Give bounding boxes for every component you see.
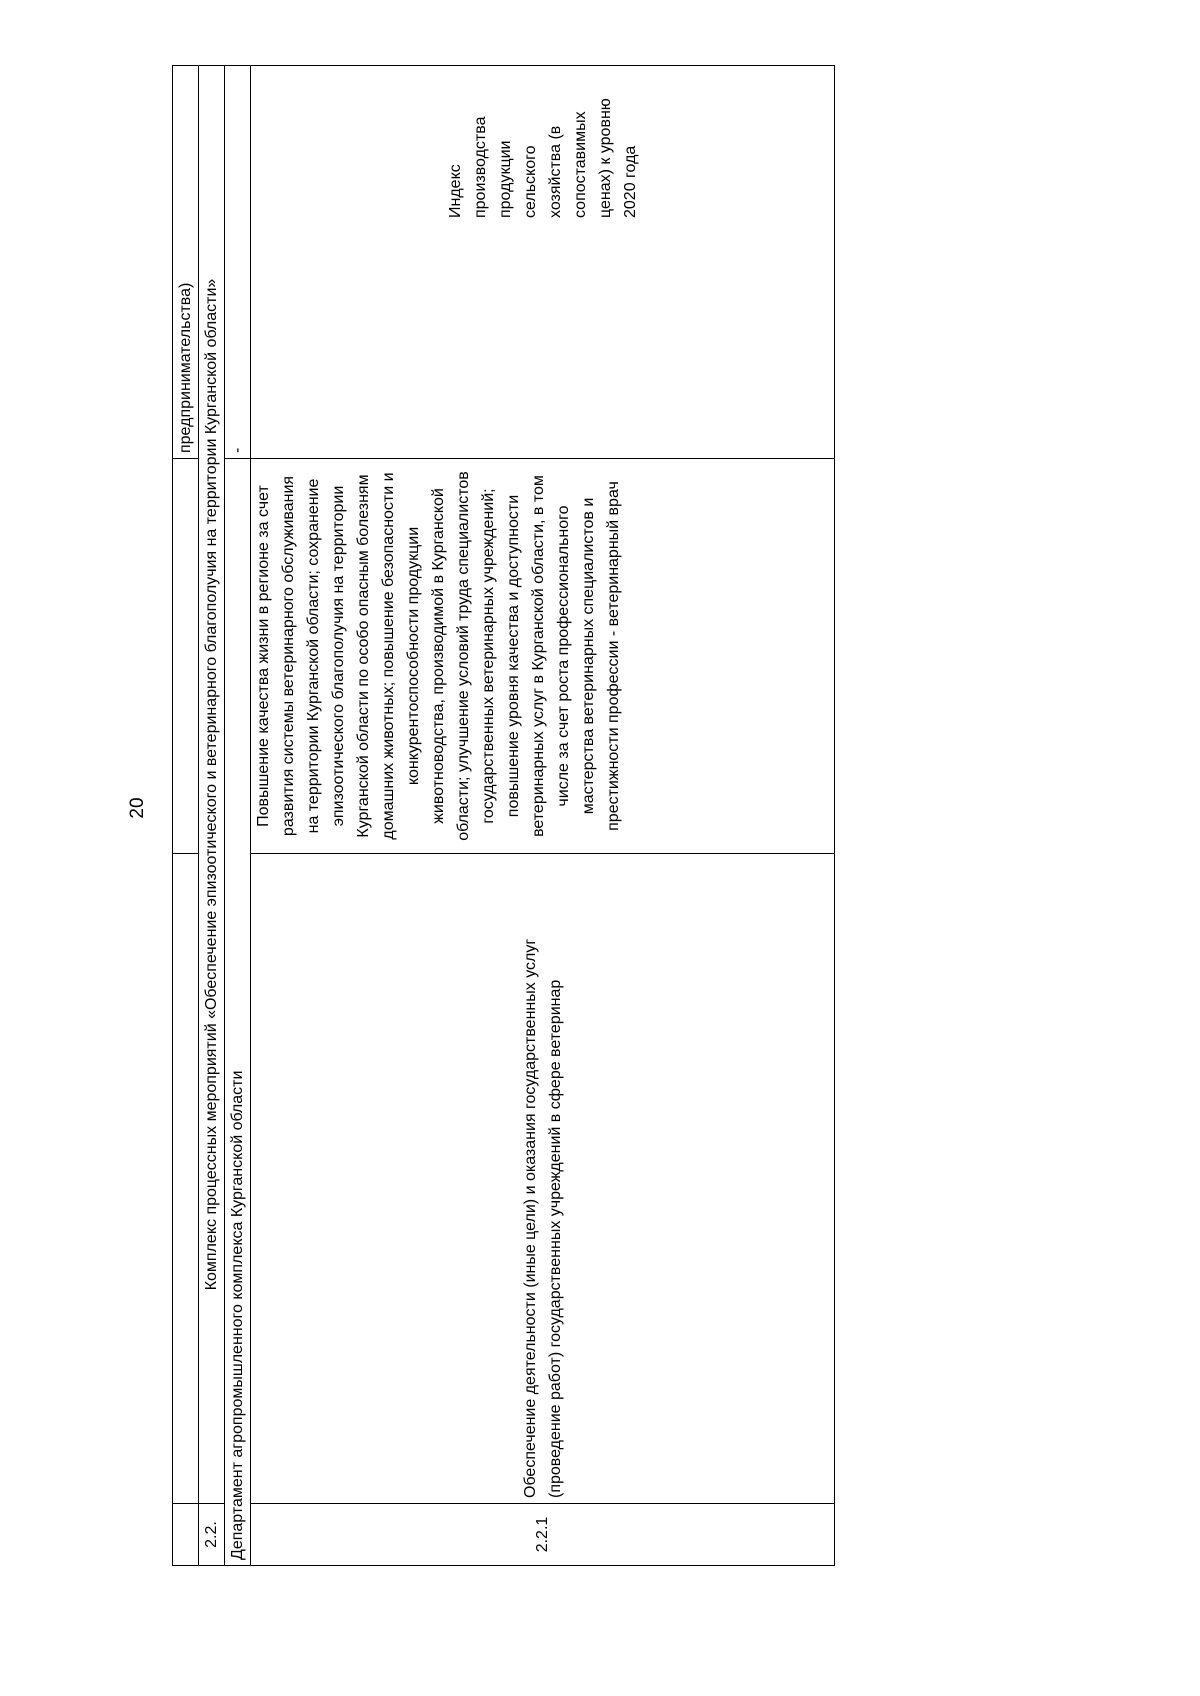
department-value: -	[225, 66, 251, 459]
cell-empty	[173, 459, 199, 854]
activity-indicator: Индекс производства продукции сельского хозяйства (в сопоставимых ценах) к уровню 2020 года	[251, 66, 835, 459]
table-row-section	[199, 66, 225, 1566]
rotated-table-container	[172, 66, 852, 1566]
section-number: 2.2.	[199, 1504, 225, 1566]
activity-result: Повышение качества жизни в регионе за счет развития системы ветеринарного обслуживания на территории Курганской области; сохранение эпизоотического благополучия на территории Курганской области по особо опасным болезням домашних животных; повышение безопасности и конкурентоспособности продукции животноводства, производимой в Курганской области; улучшение условий труда специалистов государственных ветеринарных учреждений; повышение уровня качества и доступности ветеринарных услуг в Курганской области, в том числе за счет роста профессионального мастерства ветеринарных специалистов и престижности профессии - ветеринарный врач	[251, 459, 835, 854]
activity-description: Обеспечение деятельности (иные цели) и оказания государственных услуг (проведение работ) государственных учреждений в сфере ветеринар	[251, 854, 835, 1504]
cell-empty	[173, 1504, 199, 1566]
page-number: 20	[127, 797, 148, 819]
department-name: Департамент агропромышленного комплекса Курганской области	[225, 459, 251, 1566]
table-row-department	[225, 66, 251, 1566]
top-fragment-text: предпринимательства)	[173, 66, 199, 459]
section-title: Комплекс процессных мероприятий «Обеспечение эпизоотического и ветеринарного благополучия на территории Курганской области»	[199, 66, 225, 1504]
program-table	[172, 65, 835, 1566]
table-row-top-fragment	[173, 66, 199, 1566]
table-row-activity	[251, 66, 835, 1566]
cell-empty	[173, 854, 199, 1504]
activity-number: 2.2.1	[251, 1504, 835, 1566]
